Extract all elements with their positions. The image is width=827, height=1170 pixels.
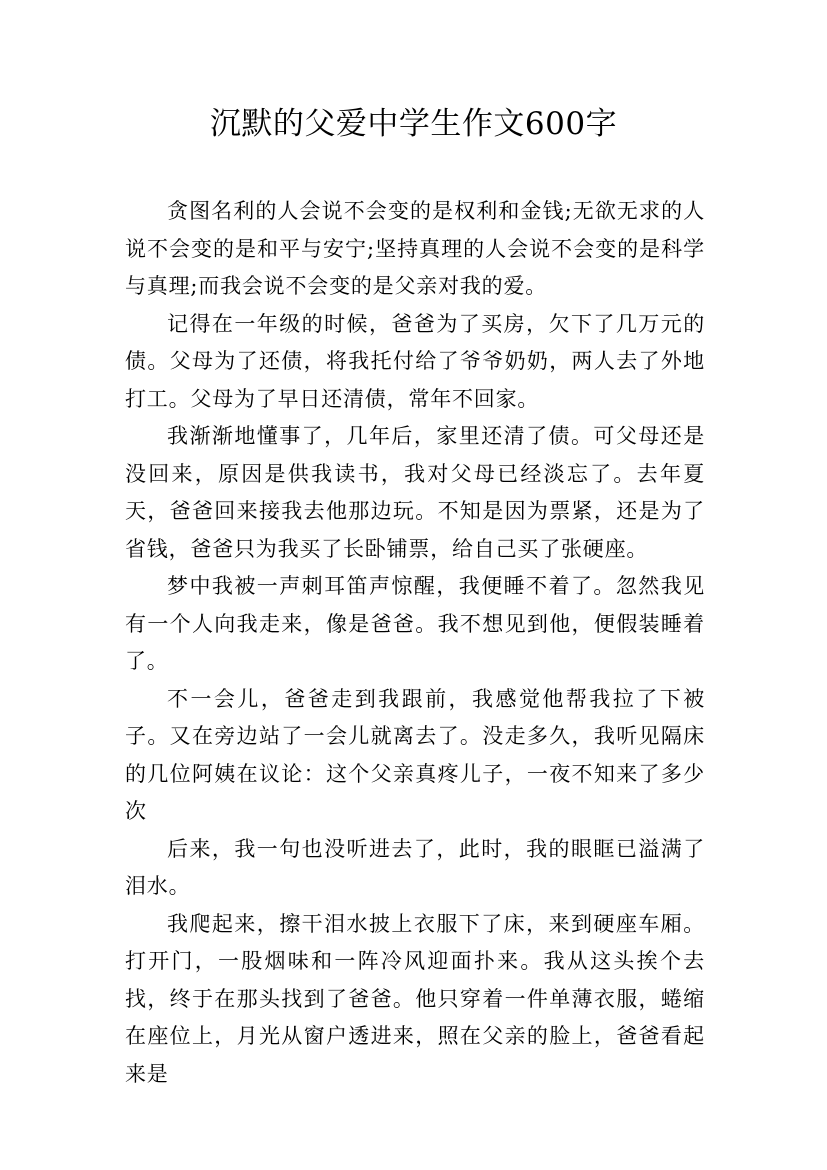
paragraph-7: 我爬起来，擦干泪水披上衣服下了床，来到硬座车厢。打开门，一股烟味和一阵冷风迎面扑来。我从这头挨个去找，终于在那头找到了爸爸。他只穿着一件单薄衣服，蜷缩在座位上，月光从窗户透进来，照在父亲的脸上，爸爸看起来是 — [125, 911, 705, 1086]
document-body — [125, 193, 705, 1093]
paragraph-5: 不一会儿，爸爸走到我跟前，我感觉他帮我拉了下被子。又在旁边站了一会儿就离去了。没走多久，我听见隔床的几位阿姨在议论：这个父亲真疼儿子，一夜不知来了多少次 — [125, 686, 705, 823]
paragraph-6: 后来，我一句也没听进去了，此时，我的眼眶已溢满了泪水。 — [125, 836, 705, 898]
paragraph-2: 记得在一年级的时候，爸爸为了买房，欠下了几万元的债。父母为了还债，将我托付给了爷爷奶奶，两人去了外地打工。父母为了早日还清债，常年不回家。 — [125, 311, 705, 411]
paragraph-1: 贪图名利的人会说不会变的是权利和金钱;无欲无求的人说不会变的是和平与安宁;坚持真理的人会说不会变的是科学与真理;而我会说不会变的是父亲对我的爱。 — [125, 199, 705, 298]
paragraph-4: 梦中我被一声刺耳笛声惊醒，我便睡不着了。忽然我见有一个人向我走来，像是爸爸。我不想见到他，便假装睡着了。 — [125, 574, 705, 673]
paragraph-3: 我渐渐地懂事了，几年后，家里还清了债。可父母还是没回来，原因是供我读书，我对父母已经淡忘了。去年夏天，爸爸回来接我去他那边玩。不知是因为票紧，还是为了省钱，爸爸只为我买了长卧铺票，给自己买了张硬座。 — [125, 424, 705, 561]
document-title: 沉默的父爱中学生作文600字 — [209, 106, 618, 142]
